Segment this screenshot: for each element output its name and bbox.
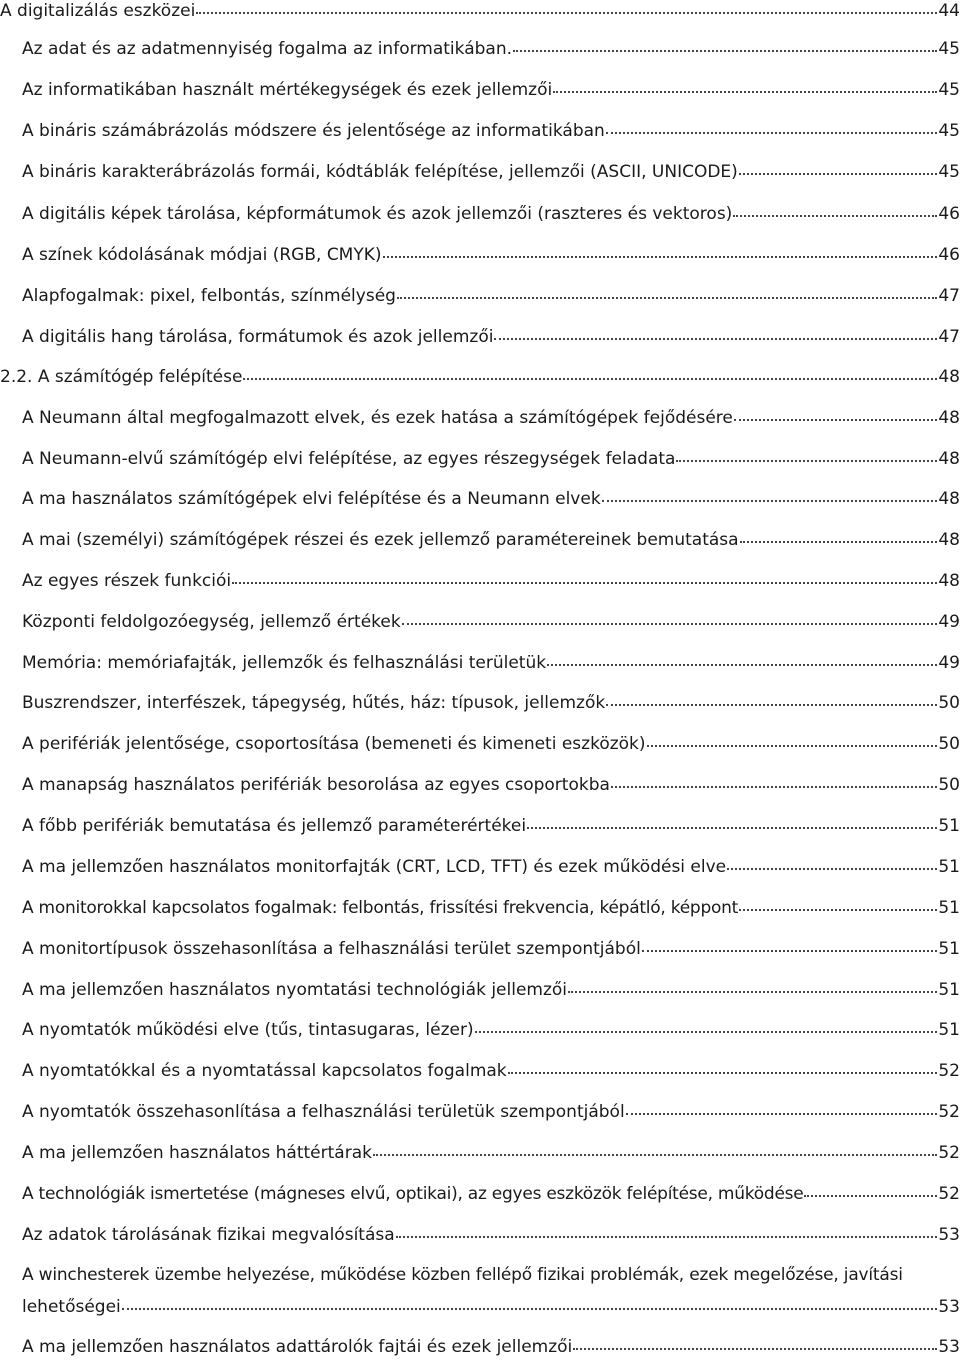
toc-entry-page: 51 xyxy=(938,816,960,836)
dot-leader xyxy=(547,663,937,666)
toc-entry-page: 51 xyxy=(938,898,960,918)
toc-entry-title: Központi feldolgozóegység, jellemző értékek xyxy=(22,612,401,632)
toc-entry[interactable] xyxy=(22,38,960,60)
toc-entry-title: Memória: memóriafajták, jellemzők és felhasználási területük xyxy=(22,653,547,673)
toc-entry-title: A nyomtatókkal és a nyomtatással kapcsolatos fogalmak xyxy=(22,1061,507,1081)
toc-entry[interactable] xyxy=(22,244,960,266)
toc-entry-page: 51 xyxy=(938,980,960,1000)
toc-entry-page: 48 xyxy=(938,489,960,509)
toc-entry-page: 50 xyxy=(938,775,960,795)
toc-entry-title: Alapfogalmak: pixel, felbontás, színmélység xyxy=(22,286,396,306)
dot-leader xyxy=(513,49,937,52)
toc-entry[interactable] xyxy=(22,815,960,837)
toc-entry[interactable] xyxy=(22,448,960,470)
toc-entry-title: A Neumann-elvű számítógép elvi felépítése, az egyes részegységek feladata xyxy=(22,449,676,469)
dot-leader xyxy=(494,337,937,340)
toc-entry-title: A mai (személyi) számítógépek részei és ezek jellemző paramétereinek bemutatása xyxy=(22,530,739,550)
toc-entry[interactable] xyxy=(22,1142,960,1164)
toc-entry-title: Az adat és az adatmennyiség fogalma az informatikában. xyxy=(22,39,513,59)
toc-entry[interactable] xyxy=(22,285,960,307)
toc-entry-wrapped-line1[interactable]: A winchesterek üzembe helyezése, működése közben fellépő fizikai problémák, ezek megelőzése, javítási xyxy=(22,1265,903,1285)
dot-leader xyxy=(196,11,937,14)
dot-leader xyxy=(396,1235,938,1238)
dot-leader xyxy=(611,785,937,788)
dot-leader xyxy=(475,1030,938,1033)
toc-entry-title: A ma jellemzően használatos nyomtatási technológiák jellemzői xyxy=(22,980,568,1000)
toc-entry-page: 48 xyxy=(938,571,960,591)
toc-entry[interactable] xyxy=(22,203,960,225)
toc-entry-page: 44 xyxy=(938,1,960,21)
toc-entry-page: 47 xyxy=(938,327,960,347)
dot-leader xyxy=(573,1347,937,1350)
toc-entry[interactable] xyxy=(22,1101,960,1123)
dot-leader xyxy=(232,581,937,584)
dot-leader xyxy=(602,499,938,502)
toc-entry-page: 53 xyxy=(938,1297,960,1317)
toc-entry-title: A digitalizálás eszközei xyxy=(0,1,196,21)
toc-entry-page: 47 xyxy=(938,286,960,306)
dot-leader xyxy=(739,172,938,175)
dot-leader xyxy=(568,990,937,993)
toc-entry-page: 45 xyxy=(938,80,960,100)
toc-entry[interactable] xyxy=(22,733,960,755)
toc-entry-title: A digitális képek tárolása, képformátumok és azok jellemzői (raszteres és vektoros) xyxy=(22,204,733,224)
toc-entry-page: 45 xyxy=(938,162,960,182)
toc-entry-page: 48 xyxy=(938,408,960,428)
toc-entry-title: Buszrendszer, interfészek, tápegység, hűtés, ház: típusok, jellemzők xyxy=(22,693,606,713)
toc-entry[interactable] xyxy=(22,1060,960,1082)
toc-entry-title: Az adatok tárolásának fizikai megvalósítása xyxy=(22,1225,395,1245)
toc-entry-page: 51 xyxy=(938,857,960,877)
dot-leader xyxy=(606,703,937,706)
toc-entry[interactable] xyxy=(22,774,960,796)
toc-entry-page: 53 xyxy=(938,1337,960,1357)
toc-entry-page: 52 xyxy=(938,1061,960,1081)
toc-entry[interactable] xyxy=(22,79,960,101)
toc-entry[interactable] xyxy=(22,570,960,592)
toc-entry-title: lehetőségei xyxy=(22,1297,121,1317)
toc-entry[interactable] xyxy=(22,1019,960,1041)
toc-entry-title: A ma jellemzően használatos adattárolók fajtái és ezek jellemzői xyxy=(22,1337,573,1357)
dot-leader xyxy=(647,744,938,747)
toc-entry-title: Az informatikában használt mértékegységek és ezek jellemzői xyxy=(22,80,553,100)
dot-leader xyxy=(373,1153,937,1156)
toc-entry-page: 52 xyxy=(938,1143,960,1163)
toc-entry-page: 48 xyxy=(938,449,960,469)
toc-entry-title: A színek kódolásának módjai (RGB, CMYK) xyxy=(22,245,382,265)
dot-leader xyxy=(243,377,937,380)
toc-entry[interactable] xyxy=(22,1183,960,1205)
toc-entry-page: 46 xyxy=(938,245,960,265)
toc-entry-title: A perifériák jelentősége, csoportosítása (bemeneti és kimeneti eszközök) xyxy=(22,734,646,754)
dot-leader xyxy=(733,214,937,217)
toc-entry[interactable] xyxy=(22,692,960,714)
toc-entry-title: A nyomtatók működési elve (tűs, tintasugaras, lézer) xyxy=(22,1020,474,1040)
toc-entry-page: 49 xyxy=(938,653,960,673)
toc-entry-title: A ma jellemzően használatos háttértárak xyxy=(22,1143,372,1163)
toc-entry[interactable] xyxy=(22,652,960,674)
toc-entry-page: 52 xyxy=(938,1184,960,1204)
toc-entry-page: 48 xyxy=(938,367,960,387)
toc-entry-last[interactable] xyxy=(22,1336,960,1358)
toc-entry-page: 45 xyxy=(938,39,960,59)
toc-entry-page: 51 xyxy=(938,939,960,959)
toc-entry-title: A Neumann által megfogalmazott elvek, és ezek hatása a számítógépek fejődésére xyxy=(22,408,733,428)
dot-leader xyxy=(553,90,937,93)
toc-entry-title: A főbb perifériák bemutatása és jellemző paraméterértékei xyxy=(22,816,527,836)
toc-entry[interactable] xyxy=(22,161,960,183)
dot-leader xyxy=(739,908,937,911)
dot-leader xyxy=(508,1071,938,1074)
toc-entry-page: 50 xyxy=(938,734,960,754)
toc-entry[interactable] xyxy=(22,488,960,510)
toc-entry-title: A nyomtatók összehasonlítása a felhasználási területük szempontjából xyxy=(22,1102,625,1122)
dot-leader xyxy=(727,867,937,870)
dot-leader xyxy=(734,418,937,421)
toc-entry-title: 2.2. A számítógép felépítése xyxy=(0,367,243,387)
toc-entry-page: 53 xyxy=(938,1225,960,1245)
toc-entry-title: A monitorokkal kapcsolatos fogalmak: felbontás, frissítési frekvencia, képátló, képpont xyxy=(22,898,739,918)
dot-leader xyxy=(397,296,937,299)
toc-entry-title: A bináris számábrázolás módszere és jelentősége az informatikában xyxy=(22,121,605,141)
dot-leader xyxy=(740,540,938,543)
toc-entry-page: 49 xyxy=(938,612,960,632)
toc-entry[interactable] xyxy=(22,856,960,878)
dot-leader xyxy=(642,949,938,952)
dot-leader xyxy=(402,622,938,625)
toc-entry[interactable] xyxy=(22,897,960,919)
toc-entry-page: 45 xyxy=(938,121,960,141)
dot-leader xyxy=(804,1194,937,1197)
toc-entry-title: A digitális hang tárolása, formátumok és azok jellemzői xyxy=(22,327,494,347)
dot-leader xyxy=(676,459,937,462)
toc-entry[interactable] xyxy=(0,0,960,22)
dot-leader xyxy=(122,1307,938,1310)
toc-entry[interactable] xyxy=(22,979,960,1001)
toc-entry[interactable] xyxy=(22,120,960,142)
toc-entry-page: 52 xyxy=(938,1102,960,1122)
toc-entry-title: A ma használatos számítógépek elvi felépítése és a Neumann elvek xyxy=(22,489,601,509)
toc-entry[interactable] xyxy=(22,326,960,348)
toc-entry-title: A manapság használatos perifériák besorolása az egyes csoportokba xyxy=(22,775,610,795)
toc-entry-wrapped[interactable] xyxy=(22,1296,960,1318)
toc-entry-page: 48 xyxy=(938,530,960,550)
toc-entry-page: 51 xyxy=(938,1020,960,1040)
toc-entry[interactable] xyxy=(22,611,960,633)
toc-entry-page: 46 xyxy=(938,204,960,224)
dot-leader xyxy=(606,131,938,134)
toc-entry[interactable] xyxy=(22,529,960,551)
toc-entry[interactable] xyxy=(0,366,960,388)
dot-leader xyxy=(527,826,937,829)
dot-leader xyxy=(383,255,938,258)
toc-entry-title: Az egyes részek funkciói xyxy=(22,571,232,591)
toc-entry[interactable] xyxy=(22,1224,960,1246)
toc-entry-title: A ma jellemzően használatos monitorfajták (CRT, LCD, TFT) és ezek működési elve xyxy=(22,857,727,877)
toc-entry[interactable] xyxy=(22,407,960,429)
toc-entry-page: 50 xyxy=(938,693,960,713)
toc-entry[interactable] xyxy=(22,938,960,960)
dot-leader xyxy=(626,1112,938,1115)
toc-entry-title: A bináris karakterábrázolás formái, kódtáblák felépítése, jellemzői (ASCII, UNICODE) xyxy=(22,162,738,182)
toc-entry-title: A technológiák ismertetése (mágneses elvű, optikai), az egyes eszközök felépítése, működése xyxy=(22,1184,804,1204)
toc-entry-title: A monitortípusok összehasonlítása a felhasználási terület szempontjából xyxy=(22,939,641,959)
